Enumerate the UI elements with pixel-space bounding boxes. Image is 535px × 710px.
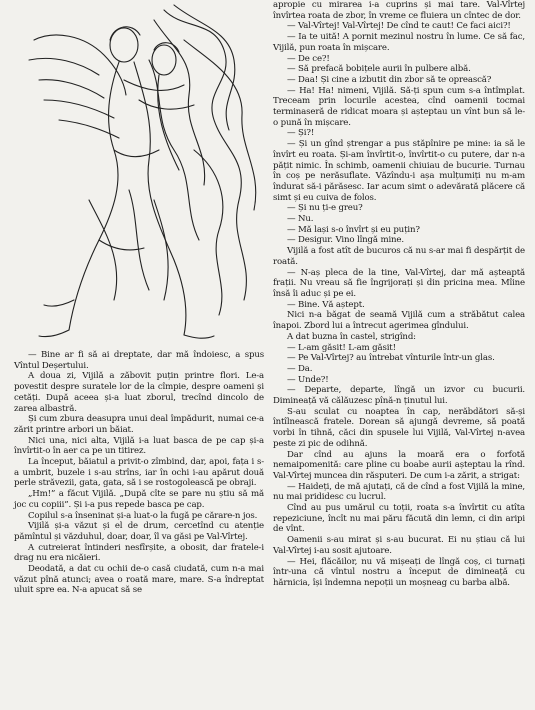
paragraph: La început, băiatul a privit-o zîmbind, dar, apoi, fața i s-a umbrit, buzele i s-au strîns, iar în ochi i-au apărut două perle străvezii, gata, gata, să i se rostogolească pe obraji.	[14, 457, 264, 489]
dialogue-line: — Și un gînd ștrengar a pus stăpînire pe mine: ia să le învîrt eu roata. Și-am învîrtit-o, învîrtit-o cu putere, dar n-a pățit nimic. În schimb, oamenii chiuiau de bucurie. Turnau în coș pe nerăsuflate. Văzîndu-i așa mulțumiți nu m-am îndurat să-i părăsesc. Iar acum simt o adevărată plăcere că simt și eu cuiva de folos.	[273, 139, 525, 203]
paragraph: Deodată, a dat cu ochii de-o casă ciudată, cum n-a mai văzut pînă atunci; avea o roată mare, mare. S-a îndreptat uluit spre ea. N-a apucat să se	[14, 564, 264, 596]
paragraph: Copilul s-a înseninat și-a luat-o la fugă pe cărare-n jos.	[28, 510, 258, 521]
dialogue-line: — Departe, departe, lîngă un izvor cu bucurii. Dimineață vă călăuzesc pînă-n ținutul lui.	[273, 385, 525, 407]
dialogue-line: — Să prefacă bobițele aurii în pulbere albă.	[287, 64, 471, 75]
dialogue-line: — Unde?!	[287, 374, 329, 385]
paragraph: Dar cînd au ajuns la moară era o forfotă nemaipomenită: care pline cu boabe aurii așteptau la rînd. Val-Vîrtej muncea din răsputeri. De cum i-a zărit, a strigat:	[273, 449, 525, 481]
dialogue-line: — Și?!	[287, 128, 315, 139]
winds-embrace-illustration	[14, 0, 264, 345]
paragraph: A doua zi, Vijilă a zăbovit puțin printre flori. Le-a povestit despre suratele lor de la cîmpie, despre oameni și cetăți. După aceea și-a luat zborul, trecînd dincolo de zarea albastră.	[14, 371, 264, 414]
paragraph: „Hm!” a făcut Vijilă. „După cîte se pare nu știu să mă joc cu copiii”. Și i-a pus repede basca pe cap.	[14, 489, 264, 510]
paragraph: apropie cu mirarea i-a cuprins și mai tare. Val-Vîrtej învîrtea roata de zbor, în vreme ce fluiera un cîntec de dor.	[273, 0, 525, 21]
paragraph: Cînd au pus umărul cu toții, roata s-a învîrtit cu atîta repeziciune, încît nu mai păru făcută din lemn, ci din aripi de vînt.	[273, 503, 525, 535]
dialogue-line: — Mă lași s-o învîrt și eu puțin?	[287, 224, 420, 235]
dialogue-line: — Haideți, de mă ajutați, că de cînd a fost Vijilă la mine, nu mai prididesc cu lucrul.	[273, 481, 525, 503]
dialogue-line: — Da.	[287, 363, 313, 374]
dialogue-line: — De ce?!	[287, 53, 330, 64]
dialogue-line: — Desigur. Vino lîngă mine.	[287, 235, 404, 246]
dialogue-line: — Daa! Și cine a izbutit din zbor să te oprească?	[287, 74, 492, 85]
paragraph: — Bine ar fi să ai dreptate, dar mă îndoiesc, a spus Vîntul Deșertului.	[14, 350, 264, 371]
dialogue-line: — Pe Val-Vîrtej? au întrebat vînturile într-un glas.	[287, 353, 495, 364]
paragraph: Vijilă și-a văzut și el de drum, cercetînd cu atenție pămîntul și văzduhul, doar, doar, îl va găsi pe Val-Vîrtej.	[14, 521, 264, 542]
dialogue-line: — Bine. Vă aștept.	[287, 299, 365, 310]
dialogue-line: — Hei, flăcăilor, nu vă mișeați de lîngă coș, ci turnați într-una că vîntul nostru a început de dimineață cu hărnicia, își îndemna nepoții un moșneag cu barba albă.	[273, 556, 525, 588]
paragraph: Vijilă a fost atît de bucuros că nu s-ar mai fi despărțit de roată.	[273, 246, 525, 267]
paragraph: A dat buzna în castel, strigînd:	[287, 331, 416, 342]
paragraph: S-au sculat cu noaptea în cap, nerăbdători să-și întîlnească fratele. Dorean să ajungă devreme, să poată vorbi în tihnă, căci din spusele lui Vijilă, Val-Vîrtej n-avea peste zi pic de odihnă.	[273, 406, 525, 449]
left-text-column	[14, 350, 264, 596]
dialogue-line: — Ha! Ha! nimeni, Vijilă. Să-ți spun cum s-a întîmplat. Treceam prin locurile acestea, cînd oamenii tocmai terminaseră de ridicat moara și așteptau un vînt bun să le-o pună în mișcare.	[273, 85, 525, 128]
paragraph: Oamenii s-au mirat și s-au bucurat. Ei nu știau că lui Val-Vîrtej i-au sosit ajutoare.	[273, 535, 525, 556]
paragraph: Și cum zbura deasupra unui deal împădurit, numai ce-a zărit printre arbori un băiat.	[14, 414, 264, 435]
dialogue-line: — Și nu ți-e greu?	[287, 203, 363, 214]
paragraph: Nici una, nici alta, Vijilă i-a luat basca de pe cap și-a învîrtit-o în aer ca pe un titirez.	[14, 435, 264, 457]
dialogue-line: — N-aș pleca de la tine, Val-Vîrtej, dar mă așteaptă frații. Nu vreau să fie îngrijorați și din pricina mea. Mîine însă îi aduc și pe ei.	[273, 267, 525, 299]
paragraph: Nici n-a băgat de seamă Vijilă cum a străbătut calea înapoi. Zbord lui a întrecut agerimea gîndului.	[273, 310, 525, 332]
dialogue-line: — L-am găsit! L-am găsit!	[287, 342, 396, 353]
dialogue-line: — Val-Vîrtej! Val-Vîrtej! De cînd te caut! Ce faci aici?!	[287, 21, 511, 32]
dialogue-line: — Nu.	[287, 214, 314, 225]
paragraph: A cutreierat întinderi nesfîrșite, a obosit, dar fratele-i drag nu era nicăieri.	[14, 542, 264, 564]
dialogue-line: — Ia te uită! A pornit mezinul nostru în lume. Ce să fac, Vijilă, pun roata în mișcare.	[273, 32, 525, 53]
right-text-column	[273, 0, 525, 589]
